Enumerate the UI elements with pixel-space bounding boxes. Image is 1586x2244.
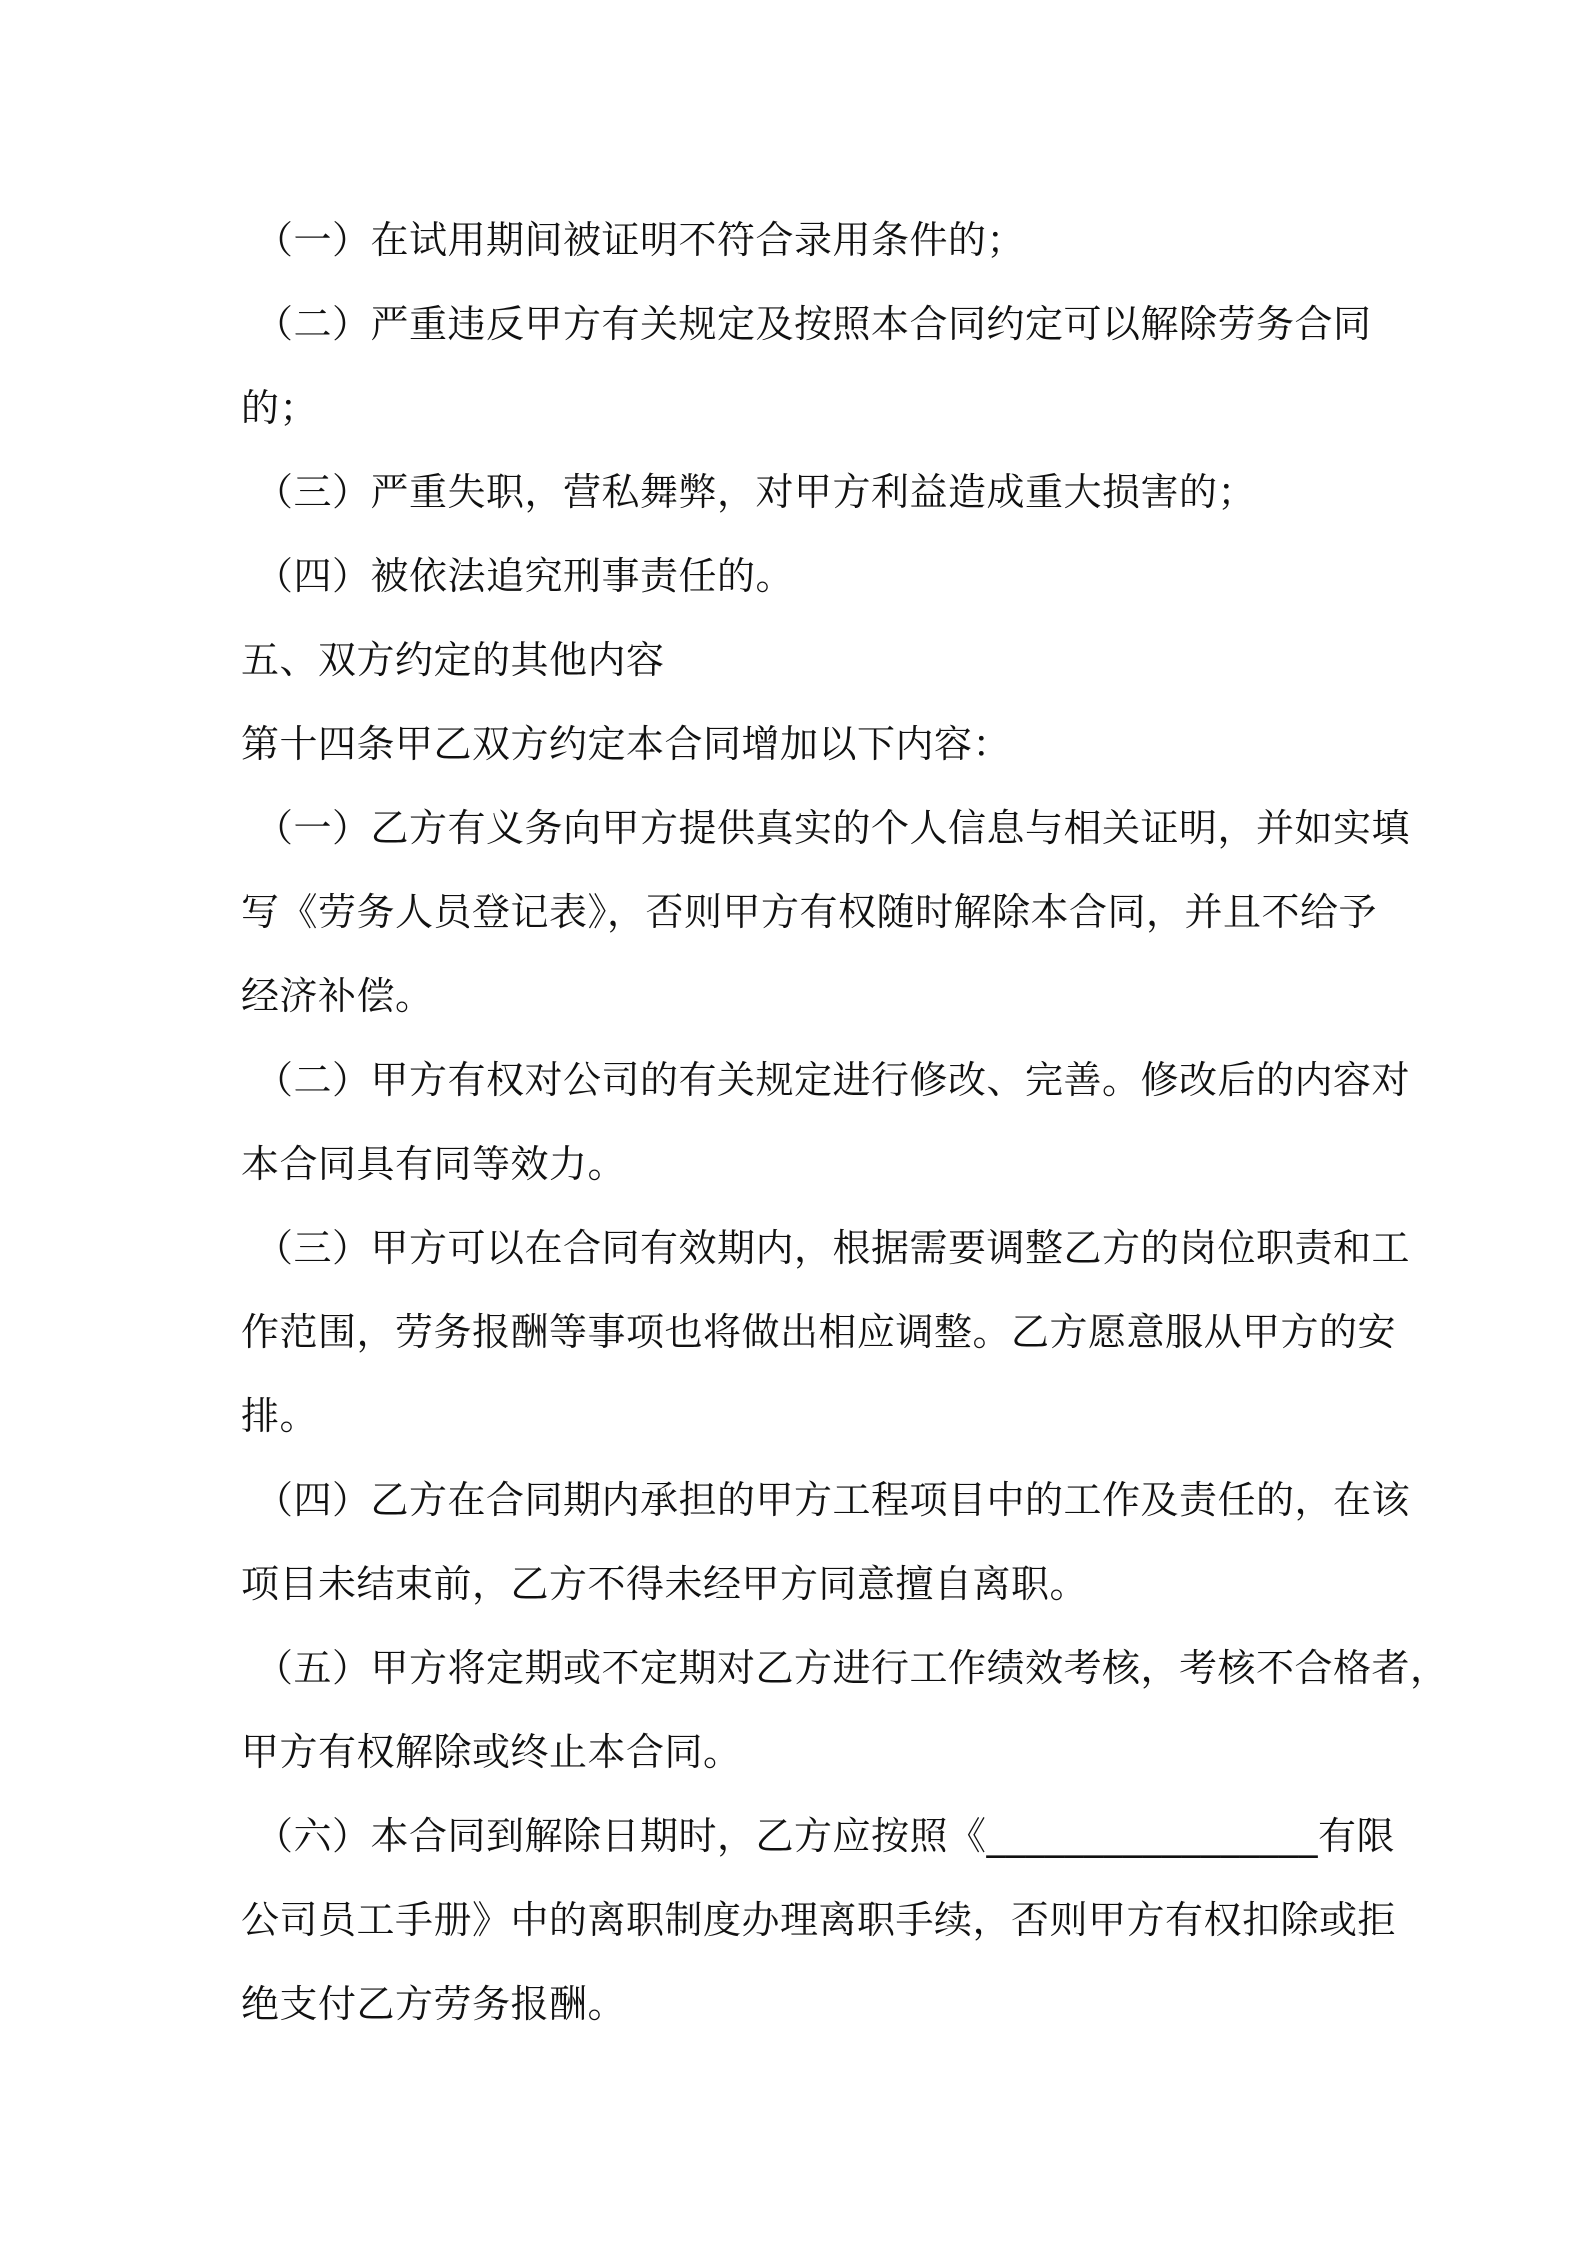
clause-line: （二）严重违反甲方有关规定及按照本合同约定可以解除劳务合同 [255, 302, 1372, 346]
clause-line: （五）甲方将定期或不定期对乙方进行工作绩效考核，考核不合格者， [255, 1646, 1449, 1690]
clause-line: （二）甲方有权对公司的有关规定进行修改、完善。修改后的内容对 [255, 1058, 1411, 1102]
section-heading: 五、双方约定的其他内容 [241, 638, 665, 682]
clause-line: 本合同具有同等效力。 [241, 1142, 627, 1186]
clause-line: （三）严重失职，营私舞弊，对甲方利益造成重大损害的； [255, 470, 1257, 514]
clause-line: 经济补偿。 [241, 974, 434, 1018]
clause-line: （四）乙方在合同期内承担的甲方工程项目中的工作及责任的，在该 [255, 1478, 1411, 1522]
clause-line: 作范围，劳务报酬等事项也将做出相应调整。乙方愿意服从甲方的安 [241, 1310, 1397, 1354]
clause-line: 甲方有权解除或终止本合同。 [241, 1730, 742, 1774]
clause-line: 的； [241, 386, 319, 430]
clause-line: 写《劳务人员登记表》，否则甲方有权随时解除本合同，并且不给予 [241, 890, 1378, 934]
clause-line: （六）本合同到解除日期时，乙方应按照《_________________有限 [255, 1814, 1396, 1858]
clause-line: 绝支付乙方劳务报酬。 [241, 1982, 627, 2026]
document-body [241, 198, 1449, 2046]
article-heading: 第十四条甲乙双方约定本合同增加以下内容： [241, 722, 1012, 766]
clause-line: （一）在试用期间被证明不符合录用条件的； [255, 218, 1026, 262]
clause-line: 项目未结束前，乙方不得未经甲方同意擅自离职。 [241, 1562, 1089, 1606]
clause-line: （一）乙方有义务向甲方提供真实的个人信息与相关证明，并如实填 [255, 806, 1411, 850]
clause-line: 排。 [241, 1394, 319, 1438]
clause-line: 公司员工手册》中的离职制度办理离职手续，否则甲方有权扣除或拒 [241, 1898, 1397, 1942]
clause-line: （四）被依法追究刑事责任的。 [255, 554, 795, 598]
clause-line: （三）甲方可以在合同有效期内，根据需要调整乙方的岗位职责和工 [255, 1226, 1411, 1270]
